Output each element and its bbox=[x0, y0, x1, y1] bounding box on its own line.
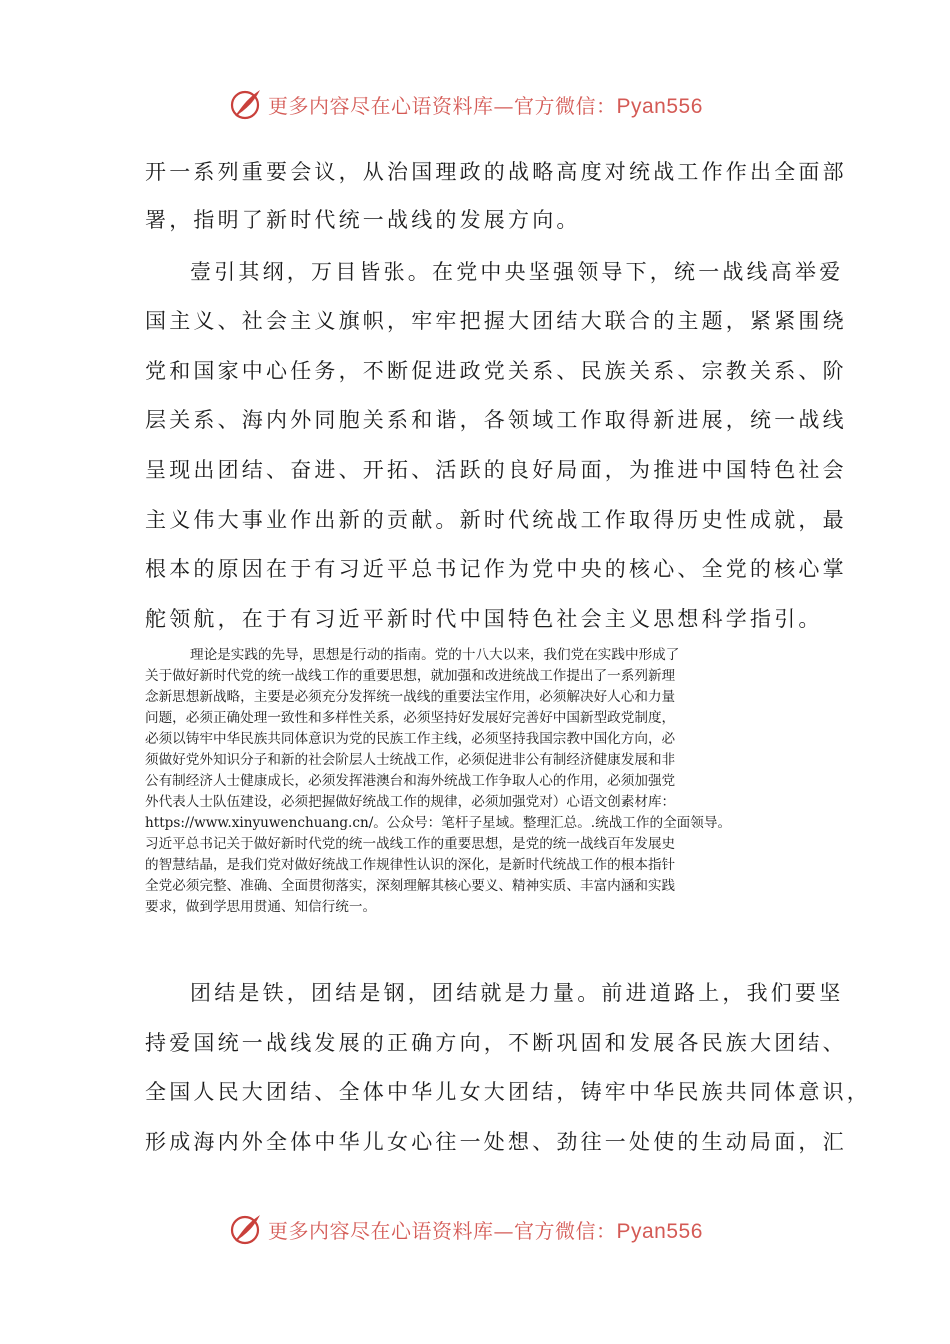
text-line: 公有制经济人士健康成长，必须发挥港澳台和海外统战工作争取人心的作用，必须加强党 bbox=[145, 773, 676, 789]
text-line: 国主义、社会主义旗帜，牢牢把握大团结大联合的主题，紧紧围绕 bbox=[145, 309, 847, 333]
text-line: 必须以铸牢中华民族共同体意识为党的民族工作主线，必须坚持我国宗教中国化方向，必 bbox=[145, 731, 676, 747]
text-line: https://www.xinyuwenchuang.cn/。公众号：笔杆子星域。整理汇总。.统战工作的全面领导。 bbox=[145, 815, 732, 831]
text-line: 党和国家中心任务，不断促进政党关系、民族关系、宗教关系、阶 bbox=[145, 359, 847, 383]
text-line: 呈现出团结、奋进、开拓、活跃的良好局面，为推进中国特色社会 bbox=[145, 458, 847, 482]
footer-banner bbox=[228, 1209, 703, 1249]
text-line: 须做好党外知识分子和新的社会阶层人士统战工作，必须促进非公有制经济健康发展和非 bbox=[145, 752, 676, 768]
text-line: 关于做好新时代党的统一战线工作的重要思想，就加强和改进统战工作提出了一系列新理 bbox=[145, 668, 676, 684]
text-line: 问题，必须正确处理一致性和多样性关系，必须坚持好发展好完善好中国新型政党制度， bbox=[145, 710, 676, 726]
banner-text: 更多内容尽在心语资料库—官方微信：Pyan556 bbox=[268, 93, 703, 118]
text-line: 形成海内外全体中华儿女心往一处想、劲往一处使的生动局面，汇 bbox=[145, 1130, 847, 1154]
text-line: 要求，做到学思用贯通、知信行统一。 bbox=[145, 899, 377, 915]
text-line: 层关系、海内外同胞关系和谐，各领域工作取得新进展，统一战线 bbox=[145, 408, 847, 432]
text-line: 念新思想新战略，主要是必须充分发挥统一战线的重要法宝作用，必须解决好人心和力量 bbox=[145, 689, 676, 705]
text-line: 舵领航，在于有习近平新时代中国特色社会主义思想科学指引。 bbox=[145, 607, 823, 631]
text-line: 主义伟大事业作出新的贡献。新时代统战工作取得历史性成就，最 bbox=[145, 508, 847, 532]
text-line: 署，指明了新时代统一战线的发展方向。 bbox=[145, 208, 581, 232]
text-line: 理论是实践的先导，思想是行动的指南。党的十八大以来，我们党在实践中形成了 bbox=[190, 647, 680, 663]
quill-logo-icon bbox=[228, 1211, 264, 1247]
banner-text: 更多内容尽在心语资料库—官方微信：Pyan556 bbox=[268, 1218, 703, 1243]
text-line: 全党必须完整、准确、全面贯彻落实，深刻理解其核心要义、精神实质、丰富内涵和实践 bbox=[145, 878, 676, 894]
text-line: 习近平总书记关于做好新时代党的统一战线工作的重要思想，是党的统一战线百年发展史 bbox=[145, 836, 676, 852]
text-line: 壹引其纲，万目皆张。在党中央坚强领导下，统一战线高举爱 bbox=[190, 260, 844, 284]
text-line: 外代表人士队伍建设，必须把握做好统战工作的规律，必须加强党对）心语文创素材库： bbox=[145, 794, 676, 810]
text-line: 团结是铁，团结是钢，团结就是力量。前进道路上，我们要坚 bbox=[190, 981, 844, 1005]
text-line: 的智慧结晶，是我们党对做好统战工作规律性认识的深化，是新时代统战工作的根本指针 bbox=[145, 857, 676, 873]
quill-logo-icon bbox=[228, 86, 264, 122]
header-banner bbox=[228, 84, 703, 124]
text-line: 持爱国统一战线发展的正确方向，不断巩固和发展各民族大团结、 bbox=[145, 1031, 847, 1055]
text-line: 根本的原因在于有习近平总书记作为党中央的核心、全党的核心掌 bbox=[145, 557, 847, 581]
text-line: 全国人民大团结、全体中华儿女大团结，铸牢中华民族共同体意识， bbox=[145, 1080, 871, 1104]
text-line: 开一系列重要会议，从治国理政的战略高度对统战工作作出全面部 bbox=[145, 160, 847, 184]
